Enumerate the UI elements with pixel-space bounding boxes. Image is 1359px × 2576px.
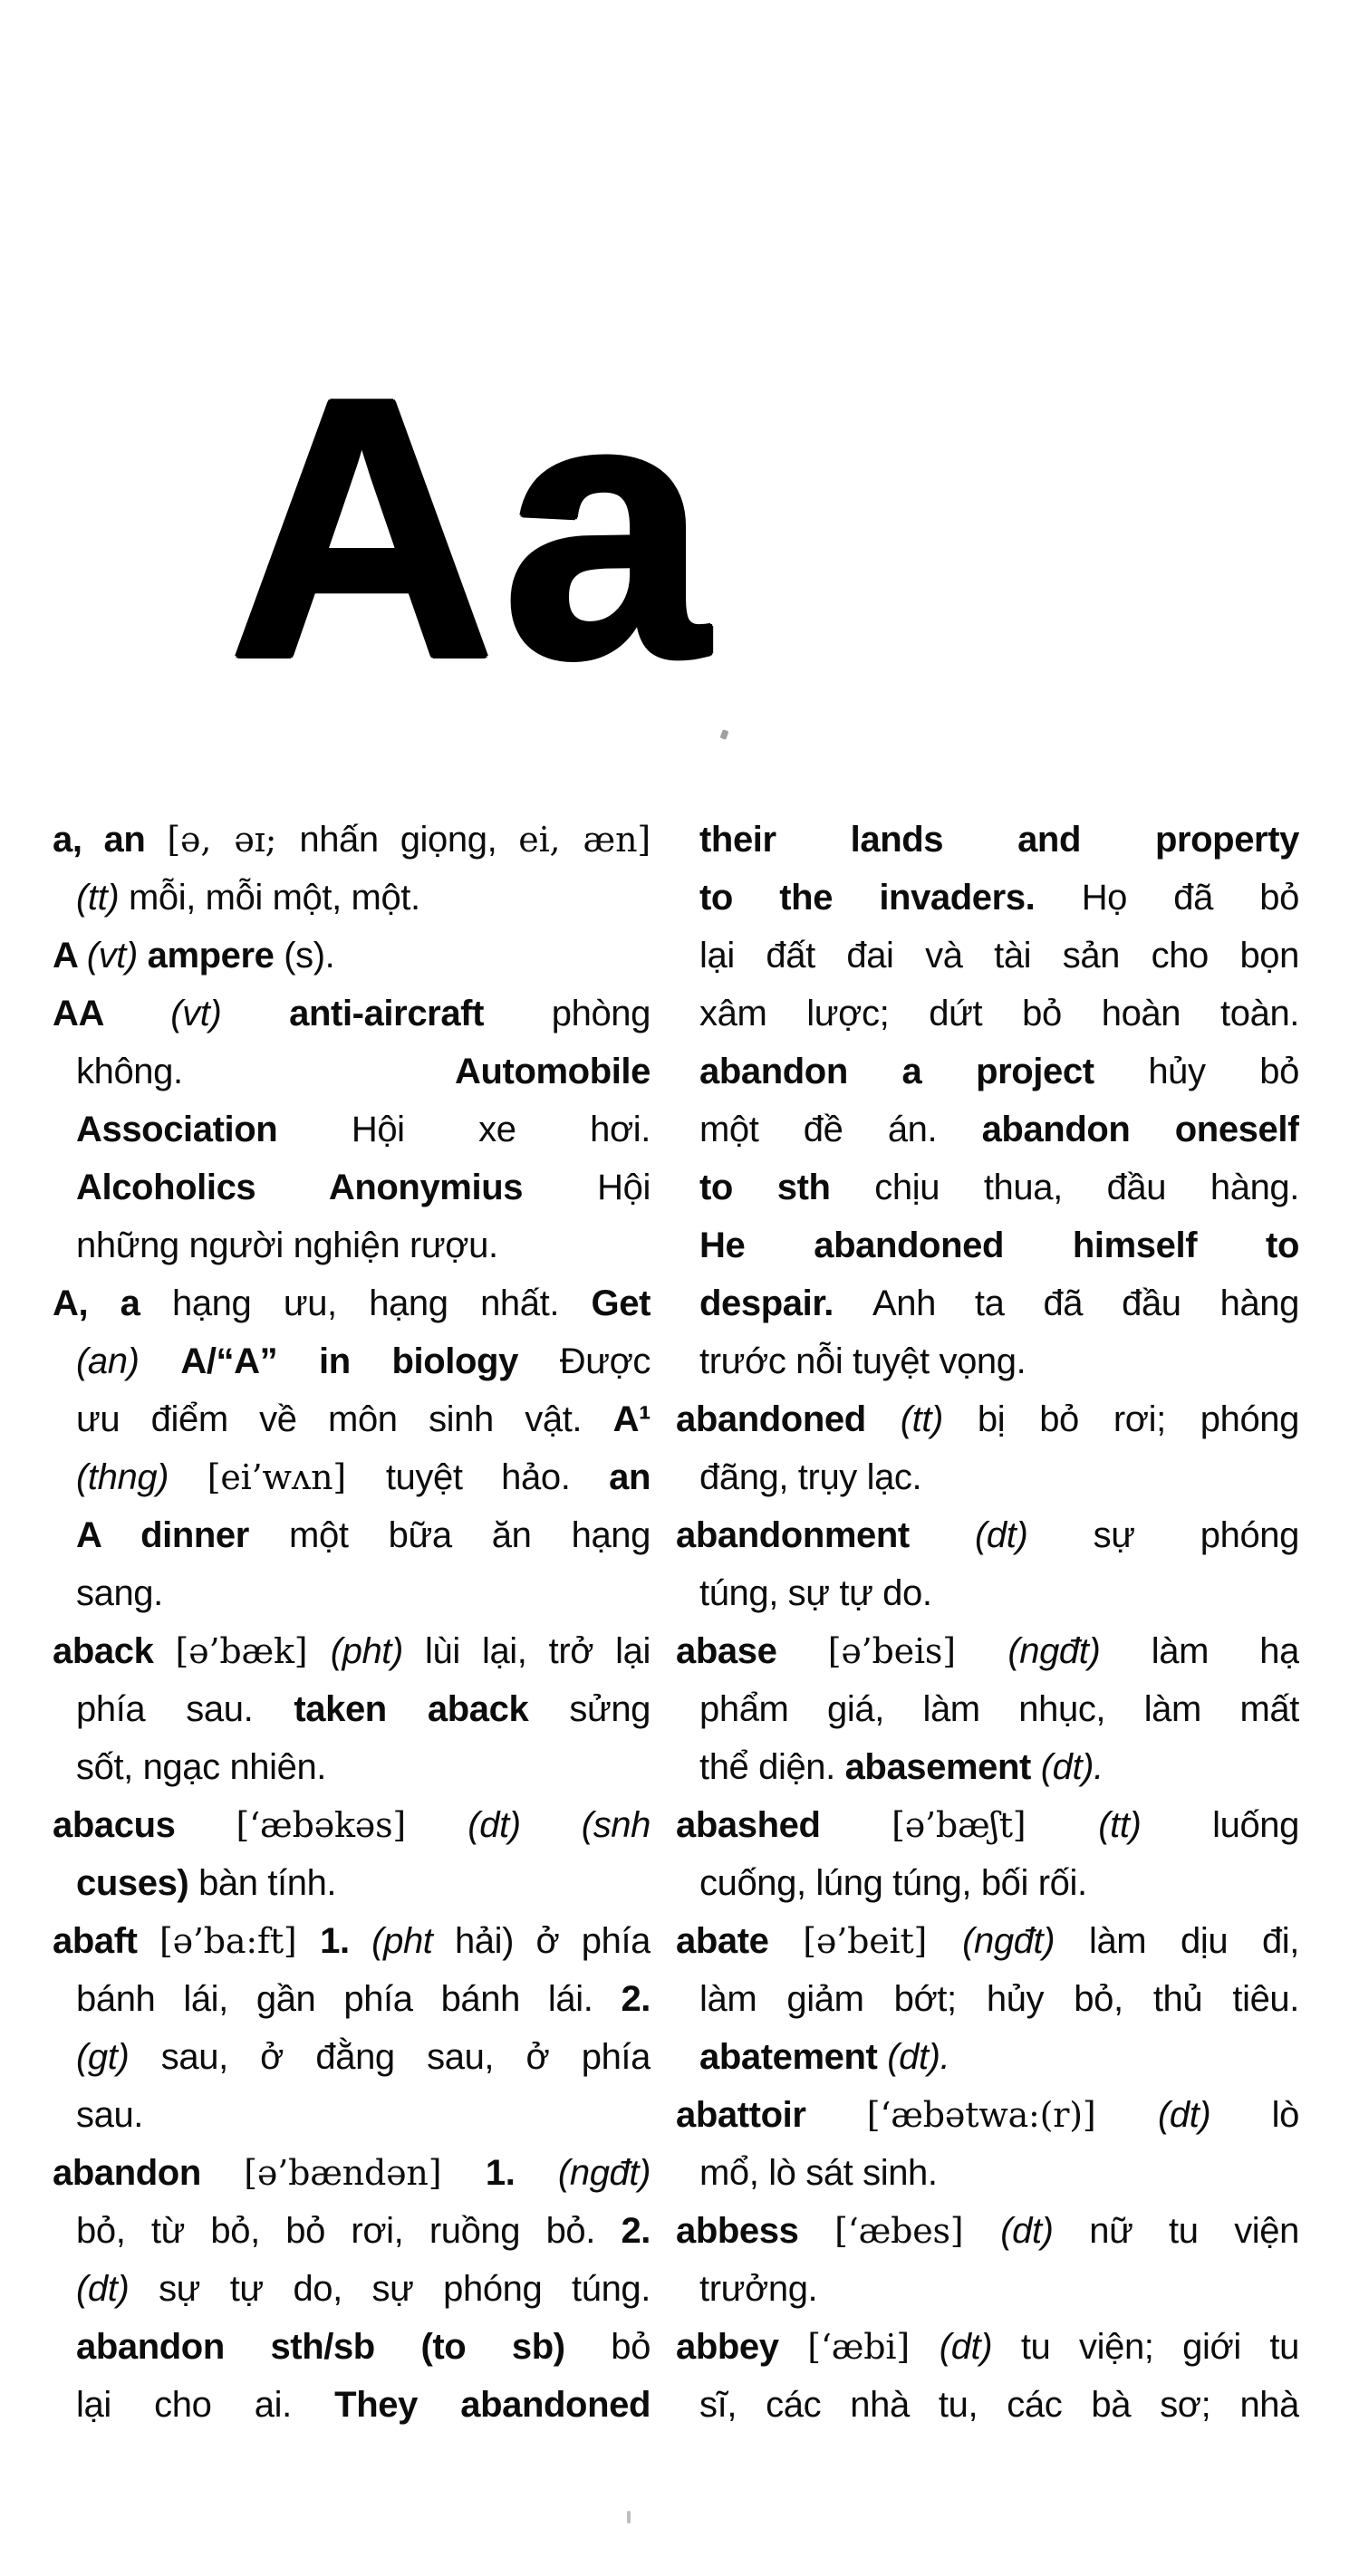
text-segment-r: xâm lược; dứt bỏ hoàn toàn. (699, 994, 1299, 1033)
dictionary-line (53, 1852, 651, 1910)
dictionary-line (676, 2258, 1299, 2316)
text-segment-b: abandon sth/sb (to sb) (76, 2327, 612, 2367)
dictionary-line (53, 1678, 651, 1736)
text-segment-b: A (53, 936, 87, 976)
text-segment-i: (dt). (1040, 1747, 1104, 1787)
text-segment-b: abbess (676, 2211, 835, 2251)
dictionary-line (53, 1504, 651, 1562)
text-segment-r: tuyệt hảo. (385, 1457, 610, 1497)
text-segment-i: (dt) (snh (467, 1805, 651, 1845)
dictionary-line (676, 2142, 1299, 2200)
text-segment-r: bánh lái, gần phía bánh lái. (76, 1979, 622, 2019)
text-segment-r: sự phóng (1093, 1515, 1299, 1555)
text-segment-i: (ngđt) (557, 2153, 651, 2193)
dictionary-line (53, 2026, 651, 2084)
text-segment-ph: [‘æbi] (807, 2327, 940, 2367)
dictionary-line (53, 983, 651, 1041)
text-segment-r: mổ, lò sát sinh. (699, 2153, 938, 2193)
dictionary-line (676, 2374, 1299, 2432)
text-segment-b: taken aback (294, 1689, 570, 1729)
text-segment-i: (vt) (86, 936, 148, 976)
dictionary-line (53, 1099, 651, 1157)
dictionary-line (676, 925, 1299, 983)
text-segment-b: abandon oneself (981, 1110, 1299, 1149)
text-segment-b: AA (53, 994, 171, 1033)
text-segment-b: to sth (699, 1168, 875, 1207)
dictionary-line (53, 1041, 651, 1099)
text-segment-i: (tt) (1098, 1805, 1213, 1845)
dictionary-line (53, 1215, 651, 1273)
text-segment-r: sửng (569, 1689, 651, 1729)
text-segment-b: an (609, 1457, 651, 1497)
text-segment-r: Hội xe hơi. (351, 1110, 651, 1149)
dictionary-line (676, 1447, 1299, 1504)
text-segment-b: abatement (699, 2037, 888, 2077)
dictionary-line (53, 1794, 651, 1852)
dictionary-line (53, 2142, 651, 2200)
text-segment-b: Association (76, 1110, 352, 1149)
text-segment-i: (ngđt) (962, 1921, 1089, 1961)
dictionary-line (676, 2026, 1299, 2084)
text-segment-i: (dt). (887, 2037, 950, 2077)
text-segment-b: abacus (53, 1805, 236, 1845)
text-segment-b: Get (591, 1283, 651, 1323)
text-segment-r: lại đất đai và tài sản cho bọn (699, 936, 1299, 976)
text-segment-ph: [ə’beit] (803, 1921, 963, 1961)
text-segment-b: abbey (676, 2327, 808, 2367)
text-segment-r: nhấn giọng, (299, 820, 519, 860)
text-segment-r: túng, sự tự do. (699, 1573, 932, 1613)
text-segment-ph: [ə’bæʃt] (892, 1805, 1099, 1845)
text-segment-i: (dt) (1157, 2095, 1272, 2135)
dictionary-line (53, 1562, 651, 1620)
text-segment-r: một đề án. (699, 1110, 982, 1149)
dictionary-line (676, 1678, 1299, 1736)
text-segment-b: A/“A” in biology (180, 1341, 560, 1381)
text-segment-b: They abandoned (334, 2385, 651, 2425)
text-segment-r: bị bỏ rơi; phóng (977, 1399, 1299, 1439)
dictionary-line (53, 1910, 651, 1968)
text-segment-r: trưởng. (699, 2269, 818, 2309)
dictionary-line (53, 2258, 651, 2316)
text-segment-r: phòng (551, 994, 651, 1033)
dictionary-line (676, 1099, 1299, 1157)
text-segment-r: cuống, lúng túng, bối rối. (699, 1863, 1087, 1903)
text-segment-ph: [ə’bæk] (175, 1631, 331, 1671)
dictionary-line (676, 2084, 1299, 2142)
dictionary-line (676, 1215, 1299, 1273)
text-segment-ph: [ə’ba:ft] (159, 1921, 321, 1961)
text-segment-r: không. (76, 1052, 456, 1091)
text-segment-r: lùi lại, trở lại (425, 1631, 651, 1671)
dictionary-line (53, 2316, 651, 2374)
dictionary-line (676, 1794, 1299, 1852)
right-column (676, 809, 1299, 2432)
text-segment-r: phía sau. (76, 1689, 294, 1729)
text-segment-ph: [ə, əɪ; (167, 820, 300, 860)
scan-speck (720, 729, 729, 740)
text-segment-r: (s). (284, 936, 335, 976)
text-segment-r: lò (1271, 2095, 1299, 2135)
text-segment-i: (tt) (900, 1399, 978, 1439)
text-segment-i: (dt) (76, 2269, 159, 2309)
text-segment-b: abattoir (676, 2095, 867, 2135)
text-segment-r: phẩm giá, làm nhục, làm mất (699, 1689, 1299, 1729)
text-segment-i: (tt) (76, 878, 129, 918)
text-segment-ph: [ei’wʌn] (207, 1457, 386, 1497)
text-segment-r: tu viện; giới tu (1020, 2327, 1299, 2367)
dictionary-line (676, 1910, 1299, 1968)
dictionary-line (53, 1736, 651, 1794)
dictionary-line (676, 1504, 1299, 1562)
text-segment-b: abandon (53, 2153, 245, 2193)
text-segment-r: hạng ưu, hạng nhất. (171, 1283, 592, 1323)
text-segment-r: bỏ, từ bỏ, bỏ rơi, ruồng bỏ. (76, 2211, 622, 2251)
text-segment-b: A dinner (76, 1515, 290, 1555)
text-segment-b: 2. (621, 1979, 651, 2019)
text-segment-b: despair. (699, 1283, 872, 1323)
text-segment-r: thể diện. (699, 1747, 845, 1787)
text-segment-r: sau, ở đằng sau, ở phía (160, 2037, 651, 2077)
text-segment-ph: [‘æbes] (834, 2211, 1001, 2251)
dictionary-line (676, 1273, 1299, 1331)
text-segment-b: abasement (844, 1747, 1041, 1787)
text-segment-i: (ngđt) (1007, 1631, 1152, 1671)
dictionary-line (53, 1447, 651, 1504)
text-segment-i: (dt) (1000, 2211, 1090, 2251)
text-segment-r: sĩ, các nhà tu, các bà sơ; nhà (699, 2385, 1299, 2425)
text-segment-b: abandonment (676, 1515, 976, 1555)
text-segment-r: một bữa ăn hạng (289, 1515, 651, 1555)
text-segment-i: (pht (371, 1921, 455, 1961)
text-segment-r: lại cho ai. (76, 2385, 335, 2425)
dictionary-line (53, 809, 651, 867)
text-segment-r: sang. (76, 1573, 163, 1613)
text-segment-r: luống (1212, 1805, 1299, 1845)
text-segment-b: abashed (676, 1805, 892, 1845)
dictionary-line (676, 1331, 1299, 1389)
text-segment-i: (dt) (975, 1515, 1094, 1555)
text-segment-b: He abandoned himself to (699, 1226, 1299, 1265)
dictionary-line (676, 809, 1299, 867)
text-segment-i: (pht) (330, 1631, 426, 1671)
left-column (53, 809, 651, 2432)
text-segment-i: (vt) (170, 994, 290, 1033)
text-segment-r: đãng, trụy lạc. (699, 1457, 922, 1497)
dictionary-line (53, 1157, 651, 1215)
dictionary-line (53, 1389, 651, 1447)
text-segment-ph: [‘æbəkəs] (236, 1805, 468, 1845)
dictionary-line (53, 2200, 651, 2258)
text-segment-b: abandon a project (699, 1052, 1149, 1091)
text-segment-r: sau. (76, 2095, 144, 2135)
text-segment-r: làm hạ (1151, 1631, 1299, 1671)
text-segment-r: nữ tu viện (1089, 2211, 1299, 2251)
text-segment-i: (gt) (76, 2037, 161, 2077)
text-segment-r: những người nghiện rượu. (76, 1226, 498, 1265)
text-segment-ph: [‘æbətwa:(r)] (866, 2095, 1158, 2135)
dictionary-line (53, 1273, 651, 1331)
text-segment-b: Alcoholics Anonymius (76, 1168, 598, 1207)
dictionary-line (53, 867, 651, 925)
dictionary-line (53, 2084, 651, 2142)
section-letter-heading: Aa (228, 322, 716, 735)
text-segment-b: Automobile (455, 1052, 651, 1091)
text-segment-b: ampere (147, 936, 284, 976)
dictionary-line (676, 1041, 1299, 1099)
text-segment-b: anti-aircraft (289, 994, 552, 1033)
text-segment-b: abandoned (676, 1399, 901, 1439)
text-segment-r: làm dịu đi, (1088, 1921, 1299, 1961)
text-segment-i: (thng) (76, 1457, 207, 1497)
dictionary-line (676, 1620, 1299, 1678)
text-segment-ph: [ə’beis] (827, 1631, 1008, 1671)
text-segment-ph: [ə’bændən] (244, 2153, 486, 2193)
dictionary-line (676, 1736, 1299, 1794)
text-segment-r: mỗi, mỗi một, một. (128, 878, 420, 918)
text-segment-r: Được (559, 1341, 651, 1381)
dictionary-line (676, 2200, 1299, 2258)
text-segment-r: sự tự do, sự phóng túng. (159, 2269, 651, 2309)
text-segment-b: to the invaders. (699, 878, 1082, 918)
dictionary-line (676, 983, 1299, 1041)
text-segment-r: ưu điểm về môn sinh vật. (76, 1399, 613, 1439)
text-segment-r: Anh ta đã đầu hàng (872, 1283, 1299, 1323)
dictionary-line (53, 2374, 651, 2432)
text-segment-b: their lands and property (699, 820, 1299, 860)
dictionary-line (53, 1620, 651, 1678)
text-segment-b: aback (53, 1631, 176, 1671)
dictionary-line (676, 1562, 1299, 1620)
text-segment-r: trước nỗi tuyệt vọng. (699, 1341, 1026, 1381)
scan-speck (627, 2511, 631, 2523)
text-segment-b: 1. (320, 1921, 372, 1961)
text-segment-r: chịu thua, đầu hàng. (874, 1168, 1299, 1207)
dictionary-line (53, 1968, 651, 2026)
text-segment-r: bàn tính. (198, 1863, 337, 1903)
dictionary-line (53, 925, 651, 983)
text-segment-i: (dt) (939, 2327, 1021, 2367)
text-segment-b: a, an (53, 820, 168, 860)
text-segment-b: 2. (621, 2211, 651, 2251)
text-segment-i: (an) (76, 1341, 181, 1381)
text-segment-b: A¹ (612, 1399, 651, 1439)
text-segment-b: A, a (53, 1283, 172, 1323)
text-segment-r: làm giảm bớt; hủy bỏ, thủ tiêu. (699, 1979, 1299, 2019)
text-segment-r: Họ đã bỏ (1081, 878, 1299, 918)
dictionary-line (53, 1331, 651, 1389)
dictionary-line (676, 1968, 1299, 2026)
text-segment-r: hải) ở phía (454, 1921, 651, 1961)
text-segment-b: cuses) (76, 1863, 199, 1903)
text-segment-r: hủy bỏ (1148, 1052, 1299, 1091)
dictionary-line (676, 1389, 1299, 1447)
dictionary-line (676, 1157, 1299, 1215)
dictionary-line (676, 2316, 1299, 2374)
text-segment-b: 1. (485, 2153, 558, 2193)
text-segment-b: abase (676, 1631, 828, 1671)
text-segment-r: Hội (597, 1168, 651, 1207)
text-segment-b: abaft (53, 1921, 160, 1961)
text-segment-r: bỏ (611, 2327, 651, 2367)
dictionary-line (676, 867, 1299, 925)
text-segment-r: sốt, ngạc nhiên. (76, 1747, 327, 1787)
text-segment-b: abate (676, 1921, 804, 1961)
dictionary-line (676, 1852, 1299, 1910)
text-segment-ph: ei, æn] (518, 820, 651, 860)
